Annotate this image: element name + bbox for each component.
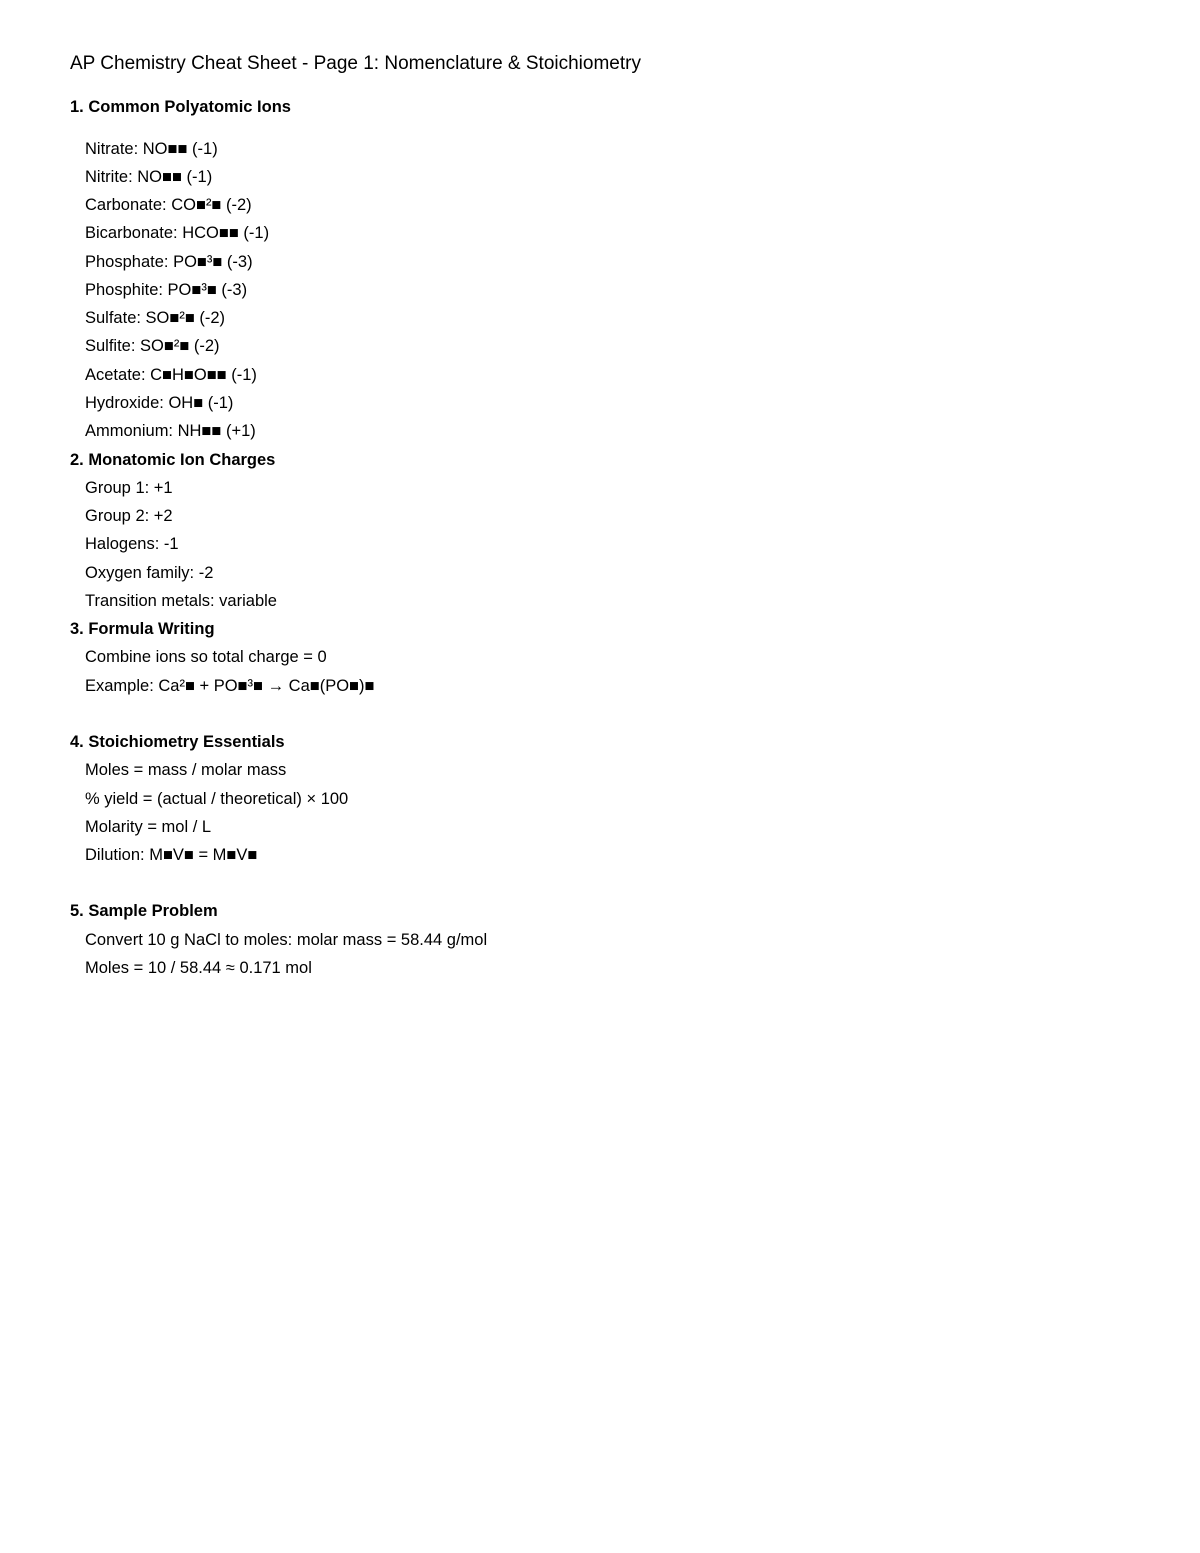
ion-line-nitrate: Nitrate: NO■■ (-1) (85, 140, 218, 158)
ion-line-phosphate: Phosphate: PO■³■ (-3) (85, 253, 253, 271)
ion-line-carbonate: Carbonate: CO■²■ (-2) (85, 196, 252, 214)
page-title: AP Chemistry Cheat Sheet - Page 1: Nomenclature & Stoichiometry (70, 53, 641, 74)
ion-line-nitrite: Nitrite: NO■■ (-1) (85, 168, 213, 186)
section-heading-polyatomic-ions: 1. Common Polyatomic Ions (70, 98, 291, 116)
section-heading-sample-problem: 5. Sample Problem (70, 902, 218, 920)
ion-line-bicarbonate: Bicarbonate: HCO■■ (-1) (85, 224, 270, 242)
stoich-line-percent-yield: % yield = (actual / theoretical) × 100 (85, 790, 349, 808)
ion-line-acetate: Acetate: C■H■O■■ (-1) (85, 366, 257, 384)
stoich-line-dilution: Dilution: M■V■ = M■V■ (85, 846, 258, 864)
section-heading-monatomic-charges: 2. Monatomic Ion Charges (70, 451, 276, 469)
stoich-line-molarity: Molarity = mol / L (85, 818, 212, 836)
stoich-line-moles: Moles = mass / molar mass (85, 761, 287, 779)
charge-line-halogens: Halogens: -1 (85, 535, 179, 553)
ion-line-phosphite: Phosphite: PO■³■ (-3) (85, 281, 248, 299)
sample-problem-answer: Moles = 10 / 58.44 ≈ 0.171 mol (85, 959, 312, 977)
charge-line-group-1: Group 1: +1 (85, 479, 173, 497)
ion-line-ammonium: Ammonium: NH■■ (+1) (85, 422, 256, 440)
section-heading-stoichiometry: 4. Stoichiometry Essentials (70, 733, 285, 751)
section-heading-formula-writing: 3. Formula Writing (70, 620, 215, 638)
formula-example-line: Example: Ca²■ + PO■³■ → Ca■(PO■)■ (85, 677, 375, 695)
charge-line-transition-metals: Transition metals: variable (85, 592, 277, 610)
charge-line-oxygen-family: Oxygen family: -2 (85, 564, 214, 582)
sample-problem-statement: Convert 10 g NaCl to moles: molar mass = 58.44 g/mol (85, 931, 488, 949)
ion-line-sulfite: Sulfite: SO■²■ (-2) (85, 337, 220, 355)
ion-line-sulfate: Sulfate: SO■²■ (-2) (85, 309, 226, 327)
charge-line-group-2: Group 2: +2 (85, 507, 173, 525)
formula-rule-line: Combine ions so total charge = 0 (85, 648, 327, 666)
ion-line-hydroxide: Hydroxide: OH■ (-1) (85, 394, 234, 412)
